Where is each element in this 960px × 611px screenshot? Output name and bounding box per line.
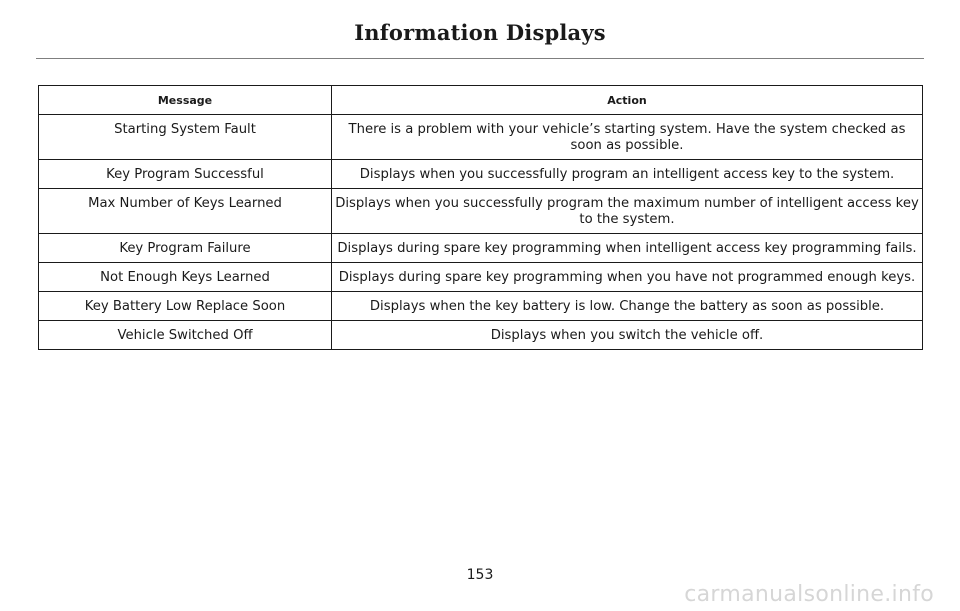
- action-cell: There is a problem with your vehicle’s starting system. Have the system checked as soon as possible.: [332, 115, 923, 160]
- action-cell: Displays when you switch the vehicle off.: [332, 321, 923, 350]
- message-cell: Not Enough Keys Learned: [39, 263, 332, 292]
- table-header-row: [39, 86, 923, 115]
- message-cell: Vehicle Switched Off: [39, 321, 332, 350]
- action-cell: Displays during spare key programming when you have not programmed enough keys.: [332, 263, 923, 292]
- action-cell: Displays when you successfully program an intelligent access key to the system.: [332, 160, 923, 189]
- table-row: [39, 115, 923, 160]
- page-number: 153: [466, 567, 494, 583]
- table-row: [39, 292, 923, 321]
- page-title: Information Displays: [354, 20, 606, 45]
- action-cell: Displays when the key battery is low. Change the battery as soon as possible.: [332, 292, 923, 321]
- message-table: [38, 85, 923, 350]
- message-cell: Key Program Successful: [39, 160, 332, 189]
- message-cell: Key Battery Low Replace Soon: [39, 292, 332, 321]
- table-row: [39, 189, 923, 234]
- column-header-action: Action: [332, 86, 923, 115]
- action-cell: Displays when you successfully program the maximum number of intelligent access key to the system.: [332, 189, 923, 234]
- message-cell: Max Number of Keys Learned: [39, 189, 332, 234]
- message-cell: Starting System Fault: [39, 115, 332, 160]
- table-row: [39, 160, 923, 189]
- table-row: [39, 234, 923, 263]
- table-row: [39, 321, 923, 350]
- column-header-message: Message: [39, 86, 332, 115]
- header-divider: [36, 58, 924, 59]
- message-cell: Key Program Failure: [39, 234, 332, 263]
- table-row: [39, 263, 923, 292]
- watermark: carmanualsonline.info: [684, 582, 934, 607]
- action-cell: Displays during spare key programming when intelligent access key programming fails.: [332, 234, 923, 263]
